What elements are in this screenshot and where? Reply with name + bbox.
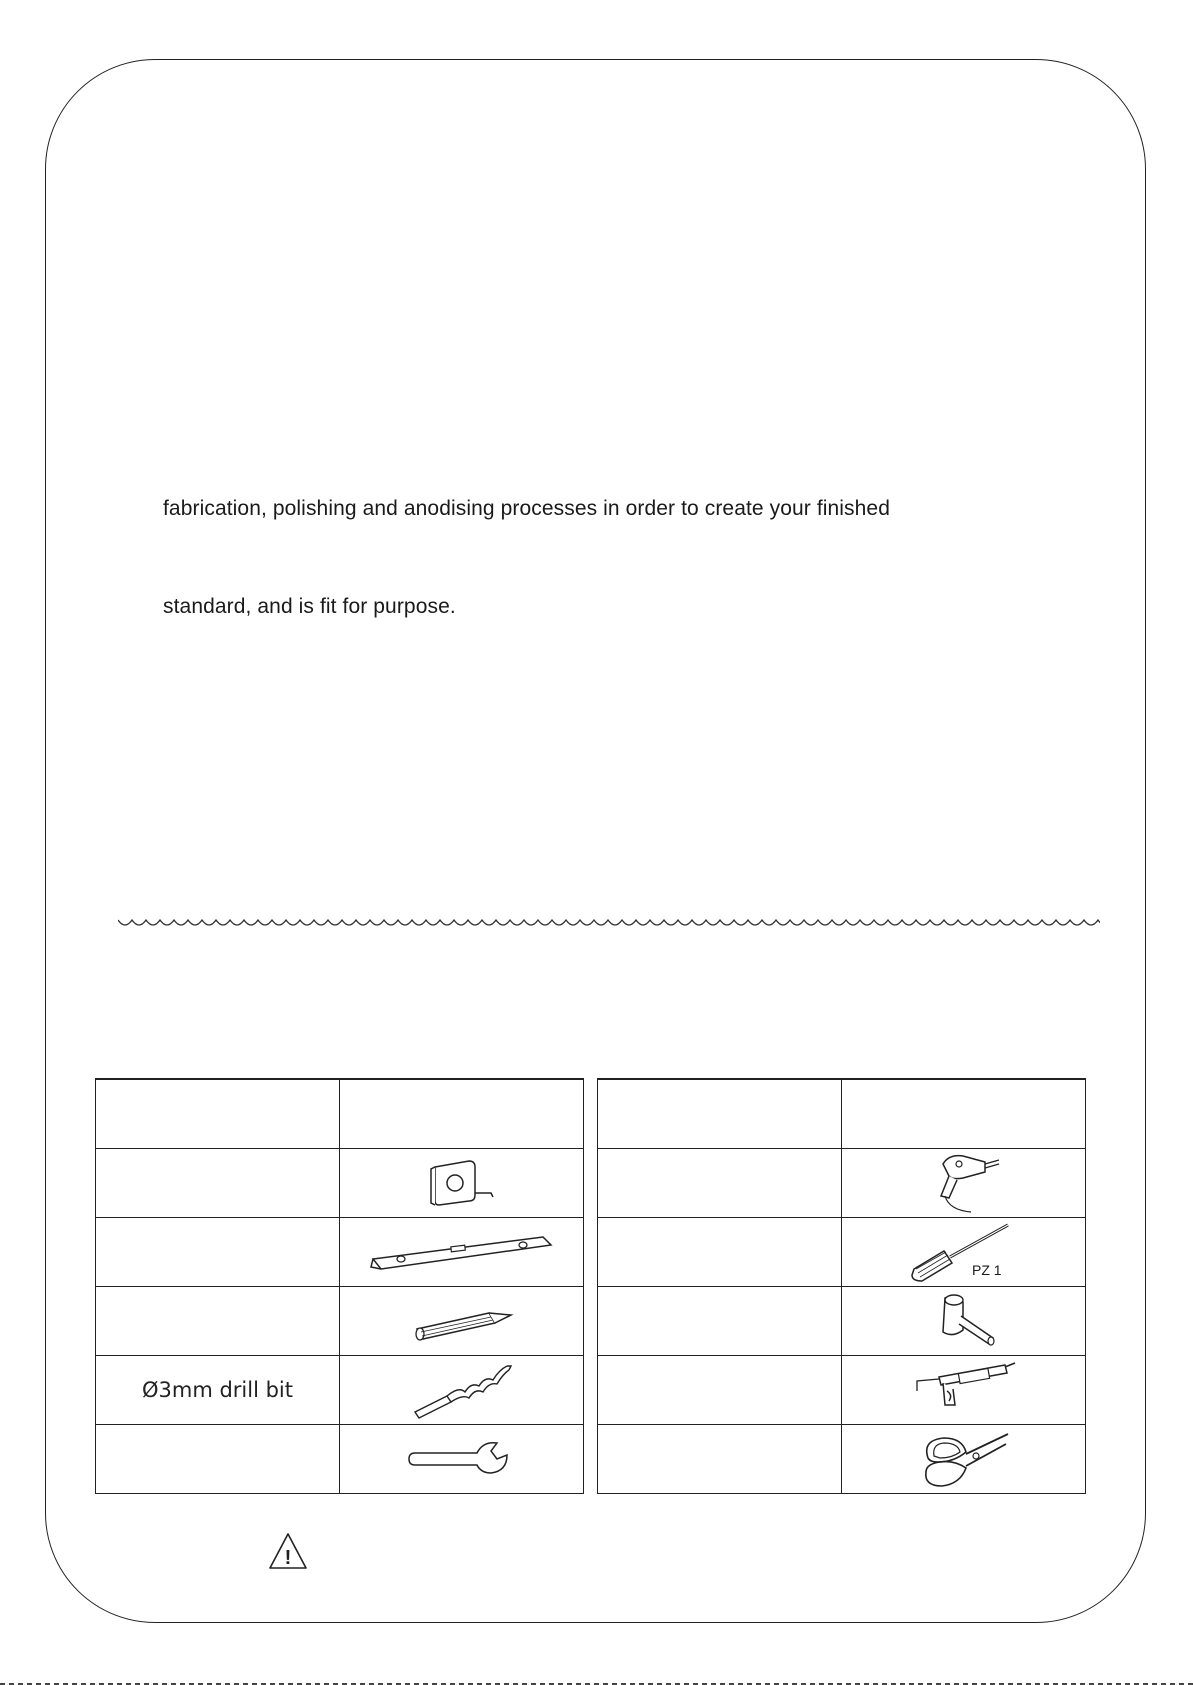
paragraph-line-fabrication: fabrication, polishing and anodising processes in order to create your finished: [163, 497, 890, 520]
drill-bit-icon: [407, 1360, 517, 1420]
tool-name: [598, 1218, 842, 1287]
silicone-gun-icon: [909, 1359, 1019, 1421]
tool-image-cell: [842, 1218, 1086, 1287]
tool-name: [598, 1149, 842, 1218]
tool-image-cell: [340, 1287, 584, 1356]
spanner-icon: [407, 1437, 517, 1481]
tape-measure-icon: [417, 1153, 507, 1213]
scissors-icon: [914, 1428, 1014, 1490]
table-row: [598, 1287, 1086, 1356]
paragraph-line-standard: standard, and is fit for purpose.: [163, 595, 456, 618]
table-row: [598, 1218, 1086, 1287]
header-cell: [842, 1079, 1086, 1149]
tool-name: [96, 1218, 340, 1287]
tool-name: [598, 1356, 842, 1425]
tool-image-cell: [842, 1149, 1086, 1218]
screwdriver-size-label: PZ 1: [972, 1262, 1002, 1278]
tool-image-cell: [340, 1356, 584, 1425]
header-cell: [340, 1079, 584, 1149]
tool-name: [96, 1149, 340, 1218]
tool-image-cell: [842, 1425, 1086, 1494]
tool-name: [598, 1287, 842, 1356]
pencil-icon: [407, 1299, 517, 1343]
warning-symbol: !: [284, 1547, 292, 1569]
tool-name: [96, 1425, 340, 1494]
table-row: [96, 1356, 584, 1425]
table-row: [598, 1356, 1086, 1425]
tool-name: Ø3mm drill bit: [96, 1356, 340, 1425]
header-cell: [96, 1079, 340, 1149]
wavy-divider: [118, 914, 1100, 936]
screwdriver-icon: [904, 1219, 1024, 1285]
tool-name: [598, 1425, 842, 1494]
tool-image-cell: [340, 1218, 584, 1287]
mallet-icon: [919, 1290, 1009, 1352]
table-row: [96, 1425, 584, 1494]
tools-table-left: [95, 1078, 584, 1494]
table-row: [96, 1218, 584, 1287]
header-cell: [598, 1079, 842, 1149]
tool-image-cell: [842, 1287, 1086, 1356]
table-row: [96, 1149, 584, 1218]
warning-triangle-icon: [267, 1531, 309, 1571]
tool-image-cell: [842, 1356, 1086, 1425]
spirit-level-icon: [367, 1227, 557, 1277]
tool-image-cell: [340, 1425, 584, 1494]
table-row: [598, 1149, 1086, 1218]
tool-image-cell: [340, 1149, 584, 1218]
power-drill-icon: [919, 1150, 1009, 1216]
tools-table-right: [597, 1078, 1086, 1494]
table-header-row: [96, 1079, 584, 1149]
tool-name: [96, 1287, 340, 1356]
table-header-row: [598, 1079, 1086, 1149]
table-row: [598, 1425, 1086, 1494]
table-row: [96, 1287, 584, 1356]
